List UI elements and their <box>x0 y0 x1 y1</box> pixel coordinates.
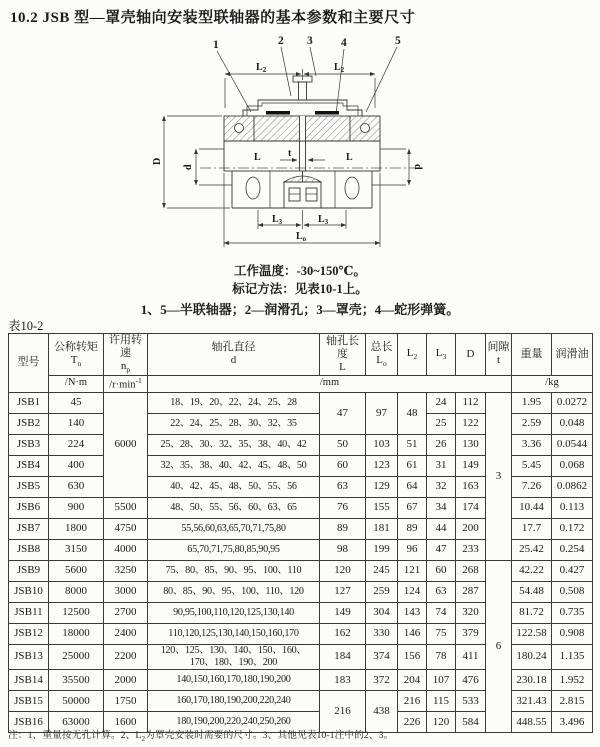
table-row <box>9 392 593 413</box>
table-cell: 3150 <box>49 539 104 560</box>
table-cell: 216 <box>398 691 427 712</box>
table-cell: 47 <box>427 539 456 560</box>
table-cell: 1800 <box>49 518 104 539</box>
table-cell: 50 <box>320 434 366 455</box>
table-cell: 330 <box>366 623 398 644</box>
table-cell: 51 <box>398 434 427 455</box>
table-cell: 17.7 <box>512 518 552 539</box>
table-cell: 18000 <box>49 623 104 644</box>
table-cell: 18、19、20、22、24、25、28 <box>148 392 320 413</box>
table-label: 表10-2 <box>8 319 44 333</box>
table-cell: 0.0544 <box>552 434 593 455</box>
table-cell: 45 <box>49 392 104 413</box>
col-D: D <box>456 334 486 376</box>
table-body <box>9 392 593 732</box>
table-cell: 630 <box>49 476 104 497</box>
table-cell: JSB5 <box>9 476 49 497</box>
table-cell: 5.45 <box>512 455 552 476</box>
label-D: D <box>152 157 163 165</box>
leader-line-5 <box>366 47 397 112</box>
table-cell: 3250 <box>104 560 148 581</box>
bolt-hole-right <box>361 124 370 133</box>
shaft-end-right <box>345 177 359 199</box>
table-cell: 0.0862 <box>552 476 593 497</box>
table-cell: 22、24、25、28、30、32、35 <box>148 413 320 434</box>
table-cell: 80、85、90、95、100、110、120 <box>148 581 320 602</box>
table-cell: 6 <box>486 560 512 732</box>
table-cell: 32、35、38、40、42、45、48、50 <box>148 455 320 476</box>
table-cell: 120、125、130、140、150、160、170、180、190、200 <box>148 644 320 669</box>
table-cell: JSB6 <box>9 497 49 518</box>
table-cell: JSB2 <box>9 413 49 434</box>
table-cell: 0.427 <box>552 560 593 581</box>
table-cell: JSB3 <box>9 434 49 455</box>
col-bore-diameter: 轴孔直径 d <box>148 334 320 376</box>
table-cell: 76 <box>320 497 366 518</box>
label-d-right: d <box>412 164 423 170</box>
table-cell: JSB1 <box>9 392 49 413</box>
unit-mm: /mm <box>148 375 512 392</box>
table-cell: 24 <box>427 392 456 413</box>
table-cell: 321.43 <box>512 691 552 712</box>
col-model: 型号 <box>9 334 49 393</box>
table-cell: 1.135 <box>552 644 593 669</box>
table-cell: 2.815 <box>552 691 593 712</box>
table-cell: 4750 <box>104 518 148 539</box>
table-cell: 0.508 <box>552 581 593 602</box>
table-cell: 25000 <box>49 644 104 669</box>
unit-speed: $/r\cdot\min^{-1}$ <box>104 375 148 392</box>
table-cell: 127 <box>320 581 366 602</box>
table-cell: 156 <box>398 644 427 669</box>
table-cell: 44 <box>427 518 456 539</box>
table-cell: 0.735 <box>552 602 593 623</box>
table-cell: 60 <box>320 455 366 476</box>
coupling-diagram <box>150 32 466 258</box>
table-cell: JSB11 <box>9 602 49 623</box>
table-cell: 180,190,200,220,240,250,260 <box>148 712 320 733</box>
table-cell: 122.58 <box>512 623 552 644</box>
table-cell: JSB7 <box>9 518 49 539</box>
callout-2: 2 <box>278 35 284 47</box>
table-cell: 47 <box>320 392 366 434</box>
table-cell: JSB9 <box>9 560 49 581</box>
table-cell: 3.496 <box>552 712 593 733</box>
table-cell: 103 <box>366 434 398 455</box>
table-cell: 50000 <box>49 691 104 712</box>
callout-3: 3 <box>307 35 313 47</box>
table-cell: 379 <box>456 623 486 644</box>
table-cell: 533 <box>456 691 486 712</box>
table-cell: 0.172 <box>552 518 593 539</box>
parameters-table <box>8 333 593 733</box>
table-cell: JSB10 <box>9 581 49 602</box>
table-cell: 25 <box>427 413 456 434</box>
table-cell: JSB8 <box>9 539 49 560</box>
table-cell: 183 <box>320 670 366 691</box>
table-cell: 268 <box>456 560 486 581</box>
table-cell: 374 <box>366 644 398 669</box>
table-cell: 1750 <box>104 691 148 712</box>
note-marking-method: 标记方法：见表10-1上。 <box>232 282 368 296</box>
table-cell: 54.48 <box>512 581 552 602</box>
table-cell: 149 <box>320 602 366 623</box>
callout-5: 5 <box>395 35 401 47</box>
table-cell: 40、42、45、48、50、55、56 <box>148 476 320 497</box>
table-cell: 163 <box>456 476 486 497</box>
table-cell: 90,95,100,110,120,125,130,140 <box>148 602 320 623</box>
table-cell: 31 <box>427 455 456 476</box>
grease-nipple-stem <box>299 82 307 100</box>
table-cell: 123 <box>366 455 398 476</box>
leader-line-3 <box>310 47 316 76</box>
table-cell: 120 <box>320 560 366 581</box>
label-d-left: d <box>183 164 194 170</box>
note-working-temperature: 工作温度：-30~150℃。 <box>234 264 366 278</box>
table-cell: 63 <box>320 476 366 497</box>
label-t: t <box>288 148 292 159</box>
table-cell: 181 <box>366 518 398 539</box>
table-cell: 233 <box>456 539 486 560</box>
table-cell: 55,56,60,63,65,70,71,75,80 <box>148 518 320 539</box>
table-cell: 438 <box>366 691 398 733</box>
table-cell: 3000 <box>104 581 148 602</box>
table-cell: 96 <box>398 539 427 560</box>
table-cell: 97 <box>366 392 398 434</box>
table-cell: 89 <box>398 518 427 539</box>
table-cell: 124 <box>398 581 427 602</box>
table-cell: 120 <box>427 712 456 733</box>
table-cell: 160,170,180,190,200,220,240 <box>148 691 320 712</box>
table-cell: 78 <box>427 644 456 669</box>
col-total-length: 总长 $L_o$ <box>366 334 398 376</box>
table-cell: 65,70,71,75,80,85,90,95 <box>148 539 320 560</box>
label-L2-left: $L_2$ <box>256 62 267 74</box>
label-L3-left: $L_3$ <box>272 214 283 226</box>
table-cell: 200 <box>456 518 486 539</box>
col-L2: $L_2$ <box>398 334 427 376</box>
table-cell: 245 <box>366 560 398 581</box>
table-cell: 32 <box>427 476 456 497</box>
table-cell: 64 <box>398 476 427 497</box>
label-L3-right: $L_3$ <box>318 214 329 226</box>
spring-slot-right <box>315 111 339 115</box>
table-cell: 112 <box>456 392 486 413</box>
table-cell: 61 <box>398 455 427 476</box>
table-cell: 162 <box>320 623 366 644</box>
table-cell: 115 <box>427 691 456 712</box>
table-cell: JSB14 <box>9 670 49 691</box>
page-title: 10.2 JSB 型—罩壳轴向安装型联轴器的基本参数和主要尺寸 <box>10 10 416 26</box>
table-cell: 411 <box>456 644 486 669</box>
table-cell: 287 <box>456 581 486 602</box>
table-cell: 320 <box>456 602 486 623</box>
table-cell: 0.113 <box>552 497 593 518</box>
table-cell: 448.55 <box>512 712 552 733</box>
unit-torque: /N·m <box>49 375 104 392</box>
unit-kg: /kg <box>512 375 593 392</box>
table-cell: 0.0272 <box>552 392 593 413</box>
table-cell: JSB13 <box>9 644 49 669</box>
table-cell: 143 <box>398 602 427 623</box>
table-cell: 75 <box>427 623 456 644</box>
table-cell: 372 <box>366 670 398 691</box>
table-cell: 2000 <box>104 670 148 691</box>
table-cell: 121 <box>398 560 427 581</box>
table-cell: JSB15 <box>9 691 49 712</box>
col-weight: 重量 <box>512 334 552 376</box>
bolt-hole-left <box>235 124 244 133</box>
table-cell: 4000 <box>104 539 148 560</box>
table-cell: 224 <box>49 434 104 455</box>
table-cell: 67 <box>398 497 427 518</box>
table-cell: 2.59 <box>512 413 552 434</box>
table-cell: 74 <box>427 602 456 623</box>
table-cell: 12500 <box>49 602 104 623</box>
table-cell: 0.908 <box>552 623 593 644</box>
table-cell: 26 <box>427 434 456 455</box>
table-cell: 107 <box>427 670 456 691</box>
table-cell: 110,120,125,130,140,150,160,170 <box>148 623 320 644</box>
table-cell: 259 <box>366 581 398 602</box>
shell-outline <box>243 100 362 116</box>
table-cell: 129 <box>366 476 398 497</box>
table-cell: 584 <box>456 712 486 733</box>
diagram-legend: 1、5—半联轴器；2—润滑孔；3—罩壳；4—蛇形弹簧。 <box>140 302 460 317</box>
table-cell: 8000 <box>49 581 104 602</box>
table-cell: 89 <box>320 518 366 539</box>
table-cell: 60 <box>427 560 456 581</box>
shaft-end-left <box>246 177 260 199</box>
leader-line-1 <box>217 51 251 112</box>
table-cell: 140,150,160,170,180,190,200 <box>148 670 320 691</box>
label-L-left: L <box>254 152 261 163</box>
col-oil: 润滑油 <box>552 334 593 376</box>
table-cell: 48、50、55、56、60、63、65 <box>148 497 320 518</box>
table-cell: 130 <box>456 434 486 455</box>
shell-inner-line <box>247 103 358 116</box>
table-cell: 48 <box>398 392 427 434</box>
table-cell: 42.22 <box>512 560 552 581</box>
table-cell: 226 <box>398 712 427 733</box>
table-cell: 6000 <box>104 392 148 497</box>
hub-center-gap <box>300 116 306 141</box>
table-cell: 900 <box>49 497 104 518</box>
col-gap: 间隙 t <box>486 334 512 376</box>
callout-4: 4 <box>341 37 347 49</box>
table-row <box>9 560 593 581</box>
table-cell: 34 <box>427 497 456 518</box>
bolt-right <box>306 188 317 201</box>
table-cell: JSB4 <box>9 455 49 476</box>
callout-1: 1 <box>213 39 219 51</box>
table-cell: 199 <box>366 539 398 560</box>
table-cell: 149 <box>456 455 486 476</box>
table-cell: 5600 <box>49 560 104 581</box>
col-L3: $L_3$ <box>427 334 456 376</box>
table-cell: 140 <box>49 413 104 434</box>
table-cell: 98 <box>320 539 366 560</box>
table-cell: 25、28、30、32、35、38、40、42 <box>148 434 320 455</box>
coupling-drawing-svg <box>150 32 466 258</box>
table-cell: 216 <box>320 691 366 733</box>
label-L2-right: $L_2$ <box>334 62 345 74</box>
col-torque: 公称转矩 $T_n$ <box>49 334 104 376</box>
table-cell: 25.42 <box>512 539 552 560</box>
leader-line-2 <box>281 47 291 96</box>
table-cell: 476 <box>456 670 486 691</box>
col-speed: 许用转速 $n_p$ <box>104 334 148 376</box>
table-cell: 2400 <box>104 623 148 644</box>
table-cell: 174 <box>456 497 486 518</box>
table-cell: 5500 <box>104 497 148 518</box>
hub-length-band <box>224 141 380 171</box>
table-cell: 1.952 <box>552 670 593 691</box>
label-L-right: L <box>346 152 353 163</box>
table-cell: 63000 <box>49 712 104 733</box>
table-cell: 75、80、85、90、95、100、110 <box>148 560 320 581</box>
table-cell: 400 <box>49 455 104 476</box>
table-cell: JSB16 <box>9 712 49 733</box>
table-cell: 0.048 <box>552 413 593 434</box>
table-cell: 63 <box>427 581 456 602</box>
table-cell: 2200 <box>104 644 148 669</box>
spring-slot-left <box>266 111 290 115</box>
table-cell: 3 <box>486 392 512 560</box>
table-cell: 184 <box>320 644 366 669</box>
bolt-left <box>289 188 300 201</box>
table-cell: 3.36 <box>512 434 552 455</box>
col-bore-length: 轴孔长度 L <box>320 334 366 376</box>
table-cell: 230.18 <box>512 670 552 691</box>
table-cell: 35500 <box>49 670 104 691</box>
table-header <box>9 334 593 393</box>
table-cell: 0.254 <box>552 539 593 560</box>
table-cell: 81.72 <box>512 602 552 623</box>
table-footnote: 注：1、重量按无孔计算。2、$L_2$为罩壳安装时需要的尺寸。3、其他见表10-1注中的2、3。 <box>8 730 394 743</box>
table-cell: 304 <box>366 602 398 623</box>
table-cell: 146 <box>398 623 427 644</box>
table-cell: 1.95 <box>512 392 552 413</box>
table-cell: 180.24 <box>512 644 552 669</box>
table-cell: 122 <box>456 413 486 434</box>
table-cell: 155 <box>366 497 398 518</box>
table-cell: 204 <box>398 670 427 691</box>
table-cell: 10.44 <box>512 497 552 518</box>
table-cell: 1600 <box>104 712 148 733</box>
table-cell: 2700 <box>104 602 148 623</box>
table-cell: 7.26 <box>512 476 552 497</box>
bolt-block <box>284 182 321 208</box>
table-cell: JSB12 <box>9 623 49 644</box>
label-Lo: $L_o$ <box>296 231 307 243</box>
table-cell: 0.068 <box>552 455 593 476</box>
